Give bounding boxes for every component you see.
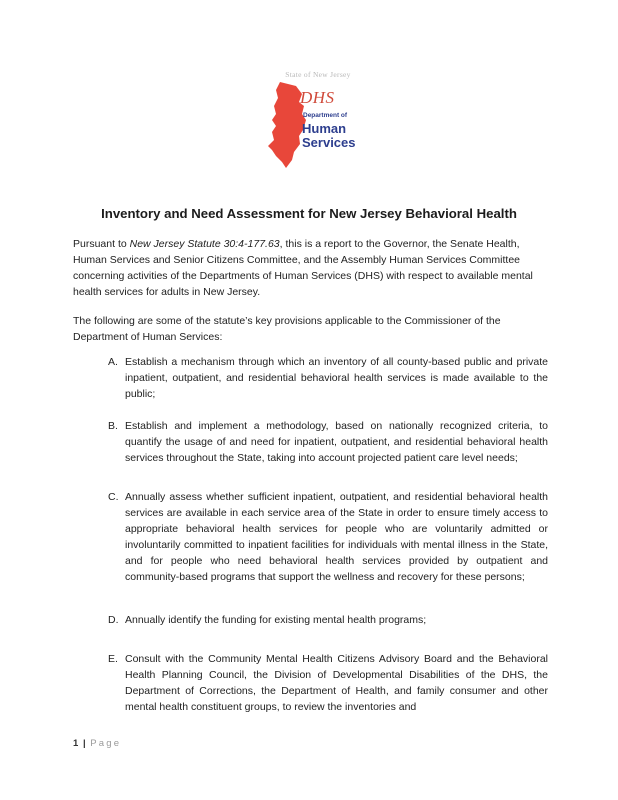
document-title: Inventory and Need Assessment for New Jersey Behavioral Health [101, 206, 517, 221]
provision-letter: C. [108, 491, 119, 503]
intro-after: , this is a report to the Governor, the Senate Health, Human Services and Senior Citizens Committee, and the Assembly Human Services Committee concerning activities of the Departments of Human Services (DHS) with respect to available mental health services for adults in New Jersey. [73, 238, 533, 298]
provision-item [108, 612, 548, 628]
provision-letter: A. [108, 356, 118, 368]
page-number: 1 [73, 738, 79, 749]
intro-before: Pursuant to [73, 238, 130, 250]
provision-item [108, 489, 548, 585]
dhs-logo [258, 70, 368, 170]
statute-citation: New Jersey Statute 30:4-177.63 [129, 238, 280, 250]
provision-item [108, 651, 548, 715]
provision-letter: E. [108, 653, 118, 665]
provision-item [108, 418, 548, 466]
logo-human: Human [302, 121, 347, 136]
page-footer [73, 738, 121, 749]
logo-dept-of: Department of [303, 112, 348, 119]
page-label: Page [90, 738, 122, 749]
logo-services: Services [302, 135, 356, 150]
provision-text: Annually identify the funding for existing mental health programs; [125, 614, 427, 626]
intro-paragraph [73, 236, 553, 300]
provision-text: Consult with the Community Mental Health Citizens Advisory Board and the Behavioral Health Planning Council, the Division of Developmental Disabilities of the DHS, the Department of Corrections, the Department of Health, and family consumer and other mental health constituent groups, to review the inventories and [125, 653, 548, 713]
provision-text: Establish a mechanism through which an inventory of all county-based public and private inpatient, outpatient, and residential behavioral health services is made available to the public; [125, 356, 548, 400]
provision-letter: B. [108, 420, 118, 432]
provision-text: Annually assess whether sufficient inpatient, outpatient, and residential behavioral health services are available in each service area of the State in order to ensure timely access to appropriate behavioral health services for people who are voluntarily admitted or involuntarily committed to inpatient facilities for individuals with mental illness in the State, and for people who need behavioral health services provided by outpatient and community-based programs that support the wellness and recovery for these persons; [125, 491, 548, 583]
lead-paragraph: The following are some of the statute’s key provisions applicable to the Commissioner of the Department of Human Services: [73, 315, 501, 343]
logo-mark: DHS [300, 88, 335, 107]
provision-letter: D. [108, 614, 119, 626]
logo-state-line: State of New Jersey [285, 70, 351, 79]
provision-item [108, 354, 548, 402]
footer-separator: | [82, 738, 86, 749]
provision-text: Establish and implement a methodology, based on nationally recognized criteria, to quantify the usage of and need for inpatient, outpatient, and residential behavioral health services throughout the State, taking into account projected patient care level needs; [125, 420, 548, 464]
